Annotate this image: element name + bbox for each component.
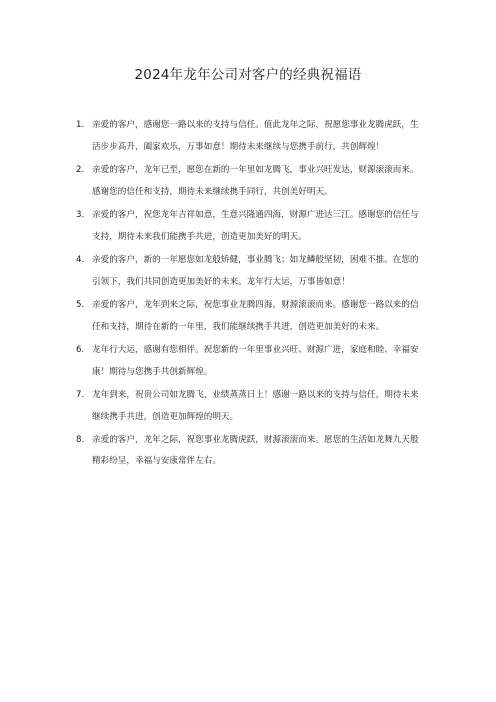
list-item-number: 7.	[76, 389, 85, 400]
list-item-number: 6.	[76, 344, 85, 355]
list-item	[76, 340, 426, 383]
list-item	[76, 430, 426, 473]
list-item	[76, 385, 426, 428]
list-item-number: 2.	[76, 164, 85, 175]
list-item-text: 亲爱的客户，新的一年愿您如龙般矫健，事业腾飞；如龙鳞般坚韧，困难不推。在您的引领下，我们共同创造更加美好的未来。龙年行大运，万事皆如意！	[92, 254, 419, 287]
list-item-number: 5.	[76, 299, 85, 310]
list-item	[76, 295, 426, 338]
list-item-number: 8.	[76, 434, 85, 445]
list-item-text: 亲爱的客户，祝您龙年吉祥如意，生意兴隆通四海，财源广进达三江。感谢您的信任与支持，期待未来我们能携手共进，创造更加美好的明天。	[92, 209, 419, 242]
page-title: 2024年龙年公司对客户的经典祝福语	[134, 67, 362, 83]
list-item-text: 龙年到来，祝贵公司如龙腾飞，业绩蒸蒸日上！感谢一路以来的支持与信任，期待未来继续携手共进，创造更加辉煌的明天。	[92, 389, 419, 422]
list-item	[76, 115, 426, 158]
list-item	[76, 250, 426, 293]
list-item-number: 1.	[76, 120, 85, 130]
list-item-text: 亲爱的客户，感谢您一路以来的支持与信任。值此龙年之际，祝愿您事业龙腾虎跃，生活步步高升，阖家欢乐，万事如意！期待未来继续与您携手前行，共创辉煌！	[92, 120, 419, 152]
list-item-text: 亲爱的客户，龙年已至，愿您在新的一年里如龙腾飞，事业兴旺发达，财源滚滚而来。感谢您的信任和支持，期待未来继续携手同行，共创美好明天。	[92, 164, 419, 197]
list-item-text: 龙年行大运，感谢有您相伴。祝您新的一年里事业兴旺、财源广进，家庭和睦、幸福安康！期待与您携手共创新辉煌。	[92, 344, 419, 377]
list-item-text: 亲爱的客户，龙年到来之际，祝您事业龙腾四海，财源滚滚而来。感谢您一路以来的信任和支持，期待在新的一年里，我们能继续携手共进，创造更加美好的未来。	[92, 299, 419, 332]
list-item-text: 亲爱的客户，龙年之际，祝您事业龙腾虎跃，财源滚滚而来。愿您的生活如龙舞九天般精彩纷呈，幸福与安康常伴左右。	[92, 434, 419, 467]
list-item-number: 4.	[76, 254, 85, 265]
list-item	[76, 205, 426, 248]
blessing-list	[76, 115, 426, 475]
list-item	[76, 160, 426, 203]
list-item-number: 3.	[76, 209, 85, 220]
